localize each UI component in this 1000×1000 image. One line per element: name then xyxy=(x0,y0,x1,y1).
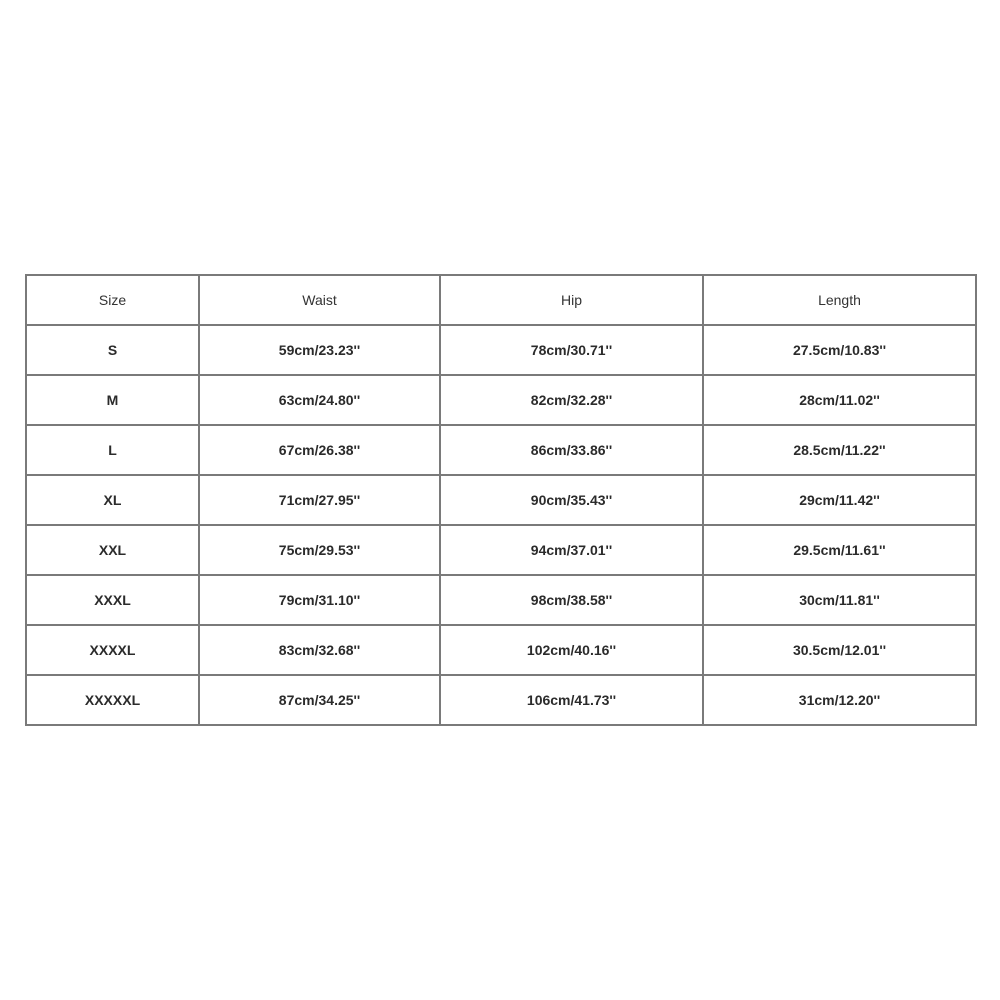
table-row xyxy=(26,625,976,675)
cell-size: XL xyxy=(26,475,199,525)
cell-waist: 63cm/24.80'' xyxy=(199,375,440,425)
header-waist: Waist xyxy=(199,275,440,325)
header-row xyxy=(26,275,976,325)
table-row xyxy=(26,325,976,375)
cell-waist: 83cm/32.68'' xyxy=(199,625,440,675)
cell-hip: 78cm/30.71'' xyxy=(440,325,703,375)
header-length: Length xyxy=(703,275,976,325)
table-row xyxy=(26,375,976,425)
cell-length: 30.5cm/12.01'' xyxy=(703,625,976,675)
cell-waist: 67cm/26.38'' xyxy=(199,425,440,475)
cell-waist: 87cm/34.25'' xyxy=(199,675,440,725)
cell-size: XXXXL xyxy=(26,625,199,675)
cell-size: XXXXXL xyxy=(26,675,199,725)
cell-length: 31cm/12.20'' xyxy=(703,675,976,725)
table-row xyxy=(26,575,976,625)
cell-size: M xyxy=(26,375,199,425)
table-row xyxy=(26,675,976,725)
table-body xyxy=(26,325,976,725)
cell-length: 28cm/11.02'' xyxy=(703,375,976,425)
cell-hip: 94cm/37.01'' xyxy=(440,525,703,575)
cell-hip: 86cm/33.86'' xyxy=(440,425,703,475)
table-row xyxy=(26,525,976,575)
table-row xyxy=(26,425,976,475)
cell-length: 28.5cm/11.22'' xyxy=(703,425,976,475)
cell-size: L xyxy=(26,425,199,475)
table-row xyxy=(26,475,976,525)
cell-size: XXXL xyxy=(26,575,199,625)
cell-hip: 82cm/32.28'' xyxy=(440,375,703,425)
cell-length: 29.5cm/11.61'' xyxy=(703,525,976,575)
cell-waist: 71cm/27.95'' xyxy=(199,475,440,525)
cell-waist: 59cm/23.23'' xyxy=(199,325,440,375)
cell-hip: 98cm/38.58'' xyxy=(440,575,703,625)
cell-hip: 102cm/40.16'' xyxy=(440,625,703,675)
cell-hip: 90cm/35.43'' xyxy=(440,475,703,525)
cell-waist: 75cm/29.53'' xyxy=(199,525,440,575)
cell-waist: 79cm/31.10'' xyxy=(199,575,440,625)
cell-length: 29cm/11.42'' xyxy=(703,475,976,525)
cell-length: 30cm/11.81'' xyxy=(703,575,976,625)
cell-length: 27.5cm/10.83'' xyxy=(703,325,976,375)
size-chart-table xyxy=(25,274,977,726)
table-header xyxy=(26,275,976,325)
cell-size: S xyxy=(26,325,199,375)
cell-hip: 106cm/41.73'' xyxy=(440,675,703,725)
header-size: Size xyxy=(26,275,199,325)
cell-size: XXL xyxy=(26,525,199,575)
header-hip: Hip xyxy=(440,275,703,325)
